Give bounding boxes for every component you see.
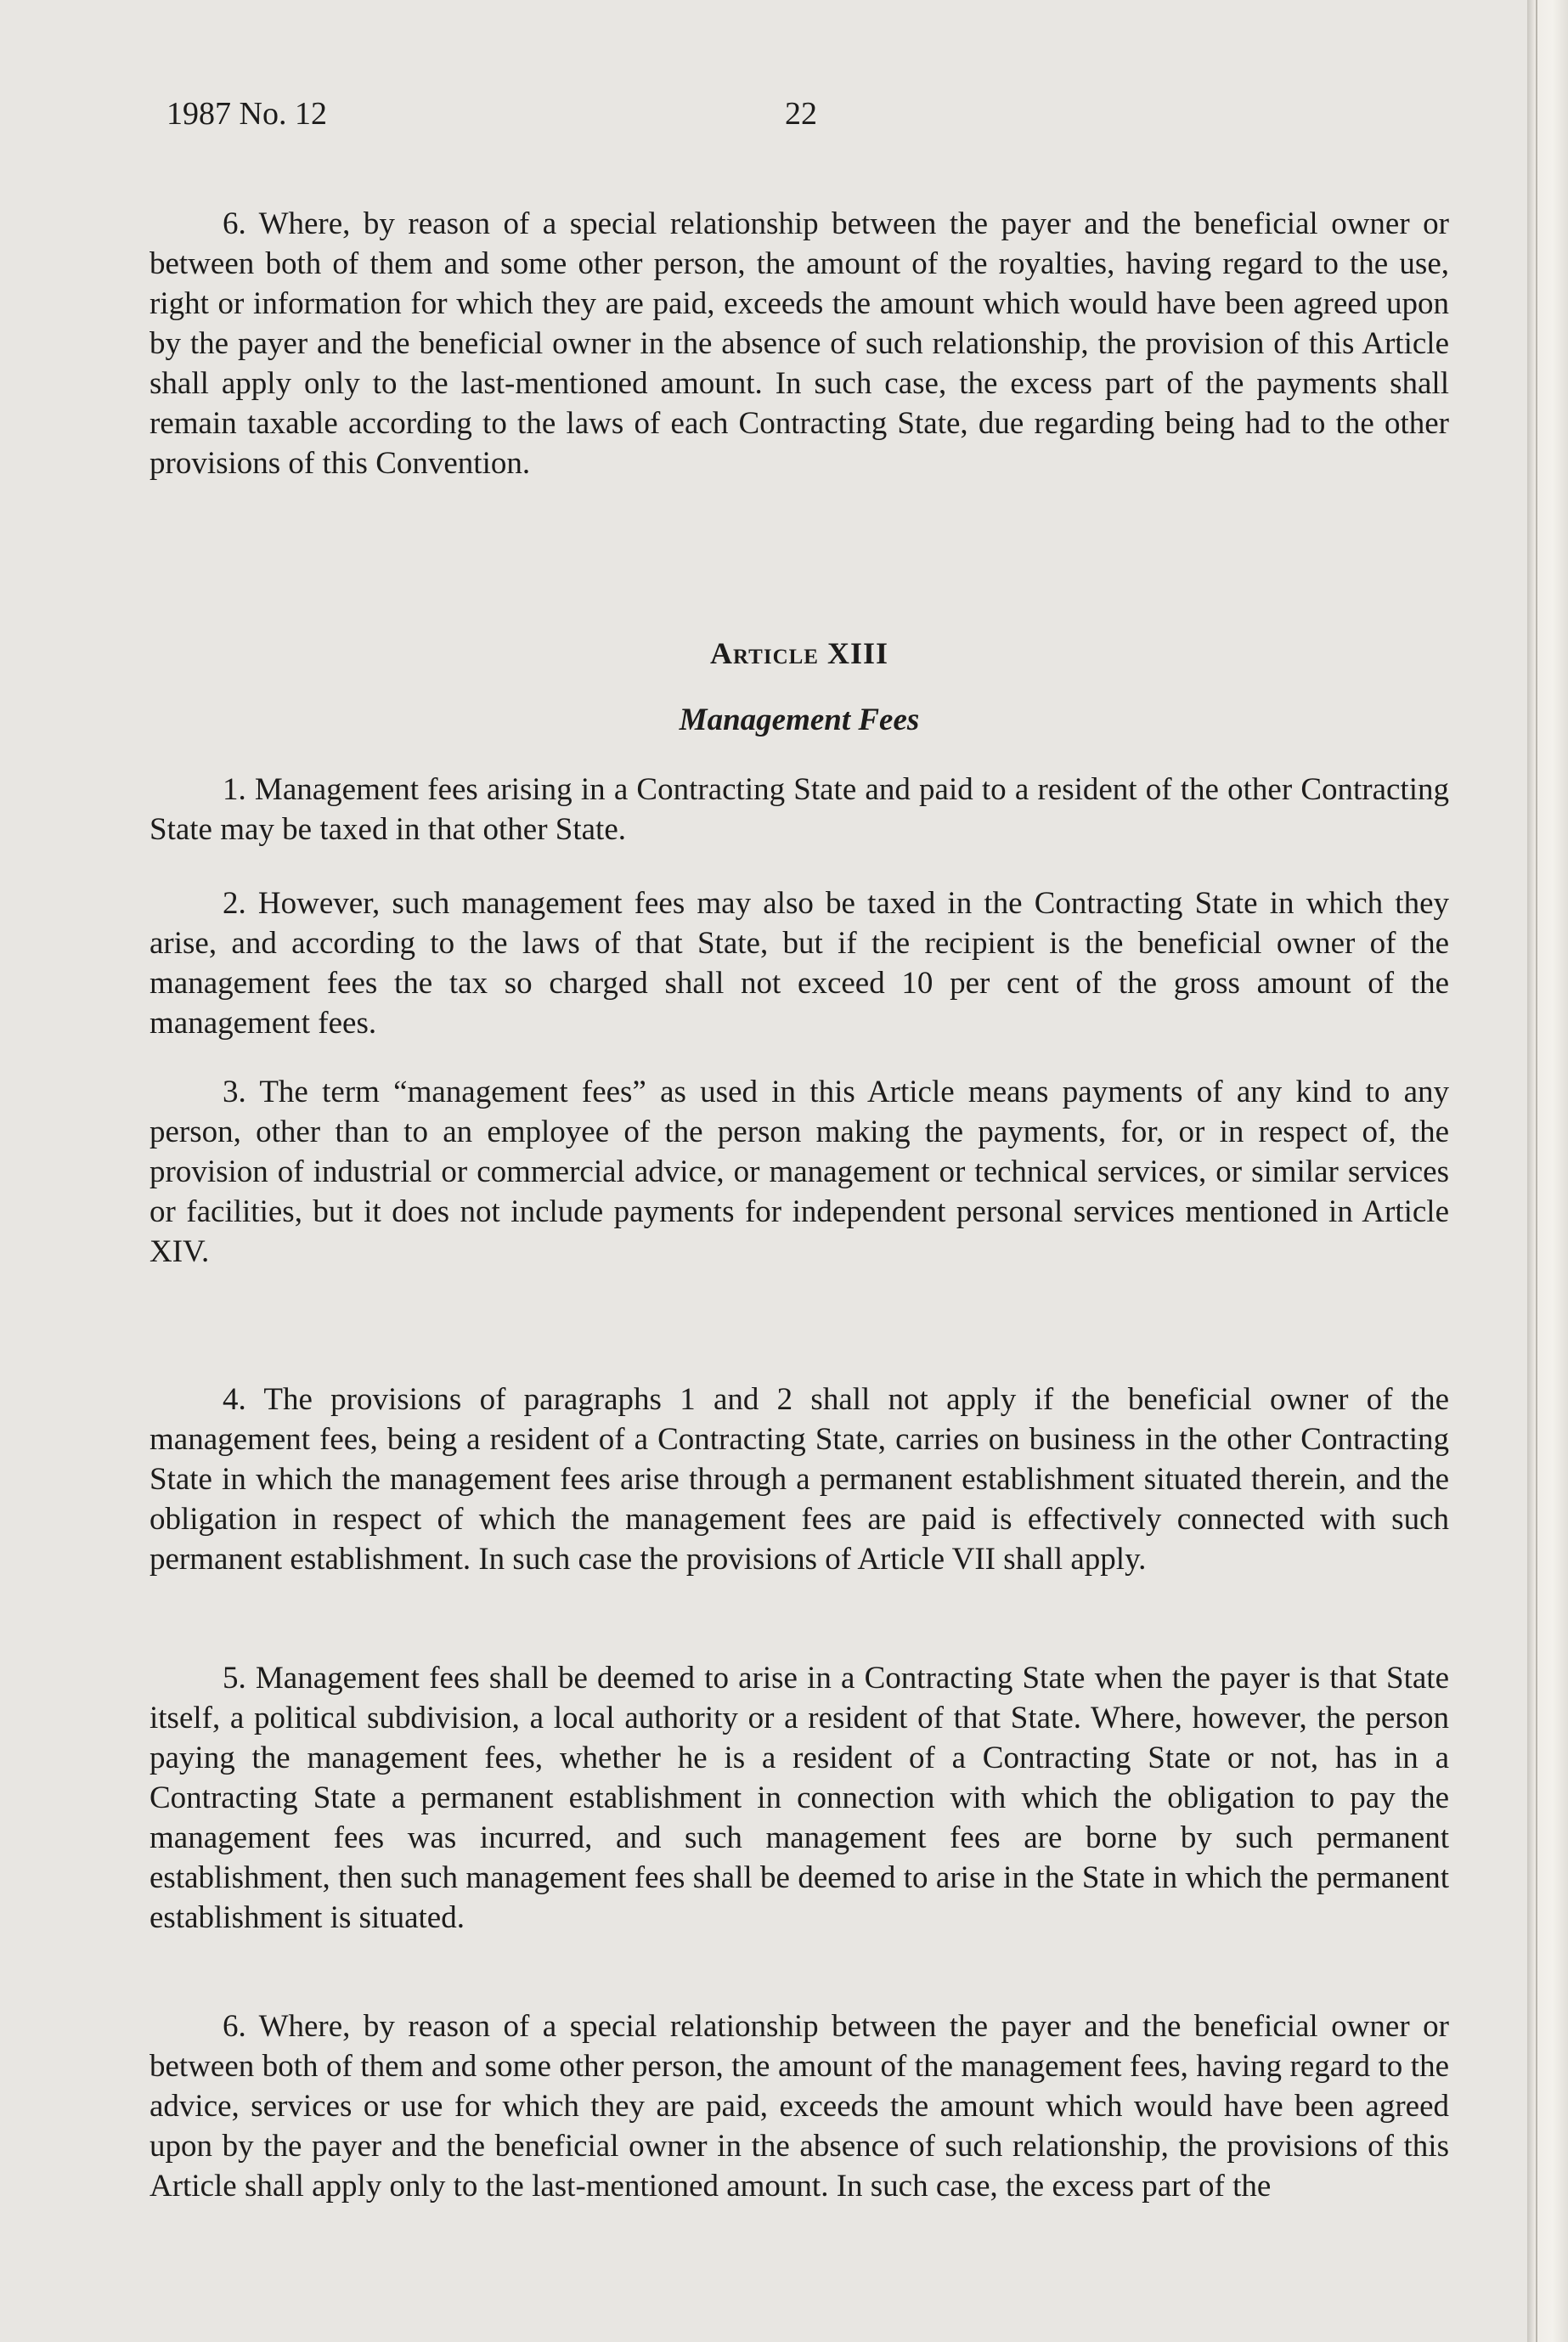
- article-heading-rest: rticle XIII: [732, 636, 888, 670]
- article-heading-initial: A: [709, 636, 733, 670]
- paragraph-4: 4. The provisions of paragraphs 1 and 2 shall not apply if the beneficial owner of the management fees, being a resident of a Contracting State, carries on business in the other Contracting State in which the management fees arise through a permanent establishment situated therein, and the obligation in respect of which the management fees are paid is effectively connected with such permanent establishment. In such case the provisions of Article VII shall apply.: [149, 1382, 1449, 1577]
- article-title: Management Fees: [679, 703, 920, 737]
- page-number: 22: [785, 96, 817, 132]
- page-edge: [1527, 0, 1568, 2342]
- paragraph-6-royalties: 6. Where, by reason of a special relationship between the payer and the beneficial owner or between both of them and some other person, the amount of the royalties, having regard to the use, right or information for which they are paid, exceeds the amount which would have been agreed upon by the payer and the beneficial owner in the absence of such relationship, the provision of this Article shall apply only to the last-mentioned amount. In such case, the excess part of the payments shall remain taxable according to the laws of each Contracting State, due regarding being had to the other provisions of this Convention.: [149, 206, 1449, 481]
- page-header: [166, 95, 1441, 143]
- article-heading: [149, 635, 1449, 671]
- header-year-number: 1987 No. 12: [166, 96, 327, 132]
- paragraph-6-management-fees: 6. Where, by reason of a special relationship between the payer and the beneficial owner or between both of them and some other person, the amount of the management fees, having regard to the advice, services or use for which they are paid, exceeds the amount which would have been agreed upon by the payer and the beneficial owner in the absence of such relationship, the provisions of this Article shall apply only to the last-mentioned amount. In such case, the excess part of the: [149, 2009, 1449, 2204]
- paragraph-5: 5. Management fees shall be deemed to arise in a Contracting State when the payer is that State itself, a political subdivision, a local authority or a resident of that State. Where, however, the person paying the management fees, whether he is a resident of a Contracting State or not, has in a Contracting State a permanent establishment in connection with which the obligation to pay the management fees was incurred, and such management fees are borne by such permanent establishment, then such management fees shall be deemed to arise in the State in which the permanent establishment is situated.: [149, 1661, 1449, 1935]
- paragraph-3: 3. The term “management fees” as used in this Article means payments of any kind to any person, other than to an employee of the person making the payments, for, or in respect of, the provision of industrial or commercial advice, or management or technical services, or similar services or facilities, but it does not include payments for independent personal services mentioned in Article XIV.: [149, 1075, 1449, 1269]
- paragraph-2: 2. However, such management fees may also be taxed in the Contracting State in which they arise, and according to the laws of that State, but if the recipient is the beneficial owner of the management fees the tax so charged shall not exceed 10 per cent of the gross amount of the management fees.: [149, 886, 1449, 1041]
- paragraph-1: 1. Management fees arising in a Contracting State and paid to a resident of the other Contracting State may be taxed in that other State.: [149, 772, 1449, 847]
- page-edge-line: [1536, 0, 1537, 2342]
